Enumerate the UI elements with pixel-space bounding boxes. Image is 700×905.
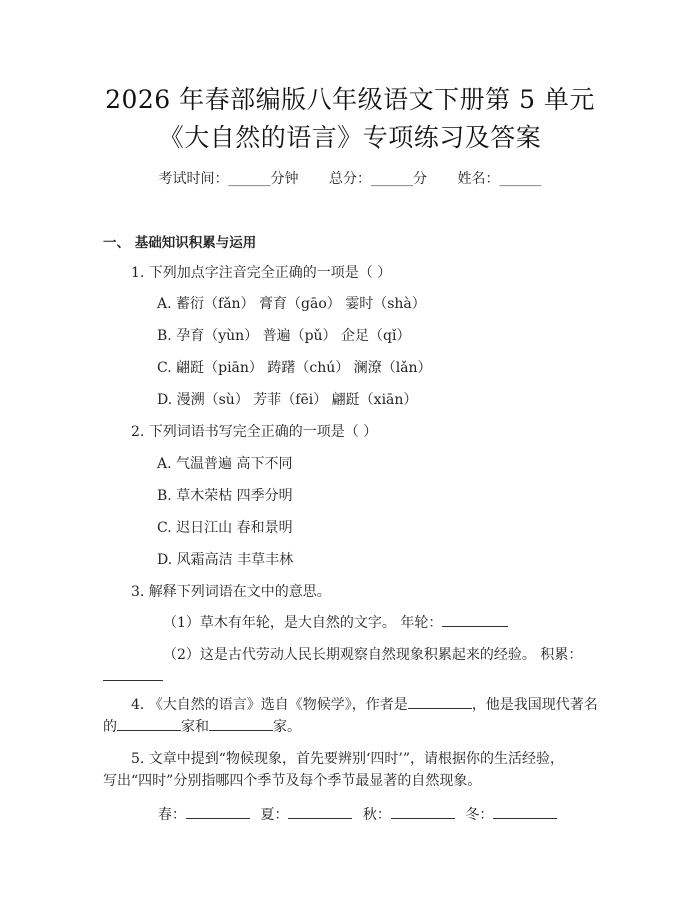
summer-blank[interactable] xyxy=(288,804,352,819)
spring-label: 春： xyxy=(158,807,186,823)
question-3-sub-2: （2）这是古代劳动人民长期观察自然现象积累起来的经验。 积累： xyxy=(163,647,583,663)
question-4-text-4: 家和 xyxy=(181,719,209,735)
question-2-option-c: C. 迟日江山 春和景明 xyxy=(157,520,293,536)
autumn-blank[interactable] xyxy=(391,804,455,819)
winter-label: 冬： xyxy=(465,807,494,823)
section-heading: 一、 基础知识积累与运用 xyxy=(103,235,257,251)
student-name: 姓名：______ xyxy=(457,171,542,187)
question-1-option-b: B. 孕育（yùn） 普遍（pǔ） 企足（qǐ） xyxy=(157,328,411,344)
question-2-option-a: A. 气温普遍 高下不同 xyxy=(157,456,293,472)
exam-time: 考试时间：______分钟 xyxy=(158,171,299,187)
autumn-label: 秋： xyxy=(362,807,391,823)
question-4-text-1: 4. 《大自然的语言》选自《物候学》，作者是 xyxy=(131,697,408,713)
author-blank[interactable] xyxy=(408,694,472,709)
question-2-option-b: B. 草木荣枯 四季分明 xyxy=(157,488,293,504)
question-1-option-a: A. 蓄衍（fǎn） 膏育（gāo） 霎时（shà） xyxy=(157,296,426,312)
summer-label: 夏： xyxy=(260,807,289,823)
question-3-sub-1-text: （1）草木有年轮，是大自然的文字。 年轮： xyxy=(163,615,443,631)
exam-info xyxy=(0,168,700,188)
question-2-stem: 2. 下列词语书写完全正确的一项是（ ） xyxy=(131,424,378,440)
answer-blank[interactable] xyxy=(442,612,508,627)
question-4-text-2: ，他是我国现代著名 xyxy=(471,697,598,713)
question-4-text-3: 的 xyxy=(103,719,117,735)
question-1-stem: 1. 下列加点字注音完全正确的一项是（ ） xyxy=(131,265,392,281)
question-2-option-d: D. 风霜高洁 丰草丰林 xyxy=(157,552,294,568)
question-4 xyxy=(103,694,598,738)
spring-blank[interactable] xyxy=(186,804,250,819)
title-line-1: 2026 年春部编版八年级语文下册第 5 单元 xyxy=(105,85,595,114)
question-3-sub-1 xyxy=(163,612,508,632)
seasons-row xyxy=(158,804,557,824)
question-1-option-c: C. 翩跹（piān） 踌躇（chú） 澜潦（lǎn） xyxy=(157,360,432,376)
title-line-2: 《大自然的语言》专项练习及答案 xyxy=(158,123,542,152)
profession-blank-2[interactable] xyxy=(209,716,273,731)
question-3-sub-2-blank-line xyxy=(103,666,163,685)
question-3-stem: 3. 解释下列词语在文中的意思。 xyxy=(131,584,331,600)
question-4-text-5: 家。 xyxy=(273,719,301,735)
question-5-line-1: 5. 文章中提到“物候现象，首先要辨别‘四时’”，请根据你的生活经验， xyxy=(131,751,565,767)
question-5-line-2: 写出“四时”分别指哪四个季节及每个季节最显著的自然现象。 xyxy=(103,773,482,789)
profession-blank-1[interactable] xyxy=(117,716,181,731)
winter-blank[interactable] xyxy=(493,804,557,819)
question-5 xyxy=(103,748,598,792)
question-1-option-d: D. 漫溯（sù） 芳菲（fēi） 翩跹（xiān） xyxy=(157,392,418,408)
total-score: 总分：______分 xyxy=(329,171,427,187)
answer-blank[interactable] xyxy=(103,666,163,681)
